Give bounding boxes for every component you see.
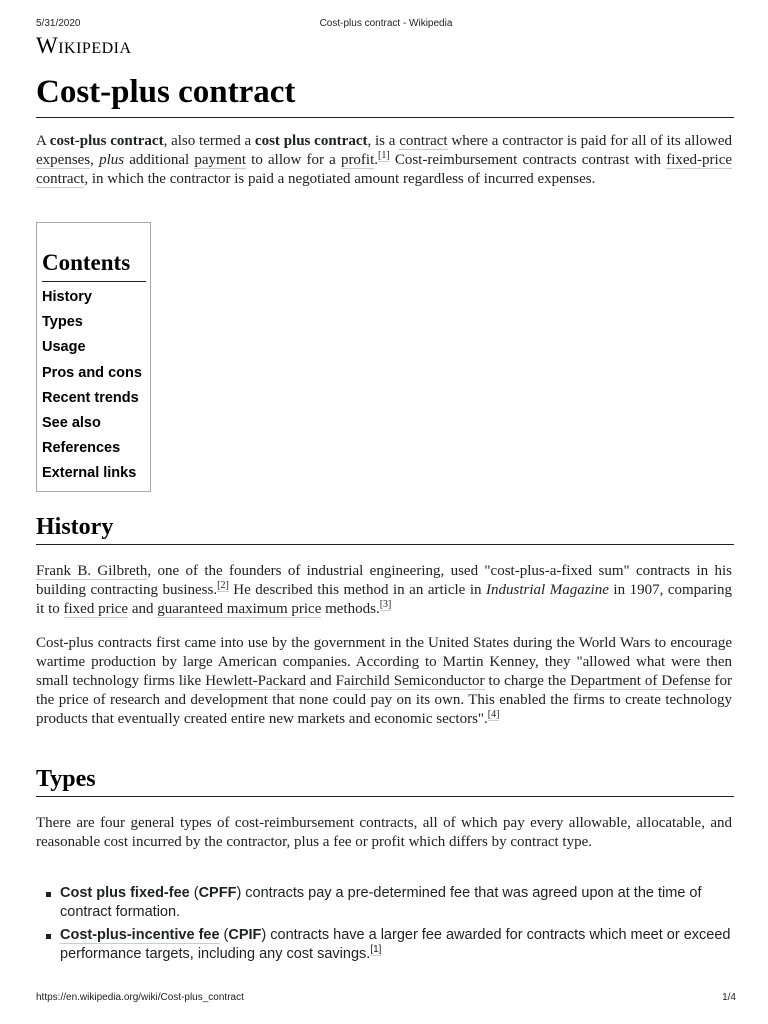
link-fixed-price[interactable]: fixed price [63, 601, 129, 617]
link-hewlett-packard[interactable]: Hewlett-Packard [205, 673, 306, 689]
wikipedia-wordmark[interactable]: Wikipedia [36, 33, 132, 58]
link-contract[interactable]: contract [399, 133, 448, 149]
history-paragraph-2: Cost-plus contracts first came into use by the government in the United States during the World Wars to encourage wartime production by large American companies. According to Martin Kenney, they "allowed what were then small technology firms like Hewlett-Packard and Fairchild Semiconductor to charge the Department of Defense for the price of research and development that none could pay on its own. This enabled the firms to create technology products that eventually created entire new markets and economic sectors".[4] [36, 635, 733, 727]
link-payment[interactable]: payment [194, 152, 247, 168]
print-page-number: 1/4 [722, 992, 736, 1003]
history-paragraph-1: Frank B. Gilbreth, one of the founders of industrial engineering, used "cost-plus-a-fixed sum" contracts in his building contracting business.[2] He described this method in an article in Industrial Magazine in 1907, comparing it to fixed price and guaranteed maximum price methods.[3] [36, 563, 733, 617]
print-url: https://en.wikipedia.org/wiki/Cost-plus_contract [36, 992, 244, 1003]
toc-item-types[interactable]: Types [42, 314, 83, 331]
page-title: Cost-plus contract [36, 70, 734, 118]
intro-paragraph: A cost-plus contract, also termed a cost plus contract, is a contract where a contractor is paid for all of its allowed expenses, plus additional payment to allow for a profit.[1] Cost-reimbursement contracts contrast with fixed-price contract, in which the contractor is paid a negotiated amount regardless of incurred expenses. [36, 133, 733, 187]
list-item: Cost plus fixed-fee (CPFF) contracts pay a pre-determined fee that was agreed upon at the time of contract formation. [36, 884, 732, 922]
citation-2[interactable]: [2] [217, 580, 229, 591]
citation-1[interactable]: [1] [378, 150, 390, 161]
types-paragraph: There are four general types of cost-reimbursement contracts, all of which pay every allowable, allocatable, and reasonable cost incurred by the contractor, plus a fee or profit which differs by contract type. [36, 815, 732, 850]
types-heading: Types [36, 764, 734, 797]
toc-item-history[interactable]: History [42, 289, 92, 305]
link-frank-gilbreth[interactable]: Frank B. Gilbreth [36, 563, 148, 579]
history-heading: History [36, 512, 734, 545]
print-title: Cost-plus contract - Wikipedia [319, 18, 453, 29]
print-date: 5/31/2020 [36, 18, 81, 29]
toc-item-see-also[interactable]: See also [42, 414, 101, 431]
link-department-of-defense[interactable]: Department of Defense [570, 673, 711, 689]
bullet-icon [46, 892, 51, 897]
print-footer [36, 992, 736, 1006]
bullet-icon [46, 934, 51, 939]
citation-3[interactable]: [3] [379, 599, 392, 610]
table-of-contents [36, 222, 151, 492]
print-header [36, 18, 736, 32]
toc-item-references[interactable]: References [42, 440, 121, 457]
link-profit[interactable]: profit [340, 152, 375, 168]
toc-item-recent-trends[interactable]: Recent trends [42, 389, 139, 406]
citation-1-repeat[interactable]: [1] [370, 944, 382, 956]
link-cost-plus-incentive-fee[interactable]: Cost-plus-incentive fee [60, 927, 220, 943]
link-fairchild-semiconductor[interactable]: Fairchild Semiconductor [335, 673, 485, 689]
link-guaranteed-maximum-price[interactable]: guaranteed maximum price [157, 601, 322, 617]
toc-title: Contents [42, 247, 146, 282]
toc-item-external-links[interactable]: External links [42, 465, 137, 482]
list-item: Cost-plus-incentive fee (CPIF) contracts have a larger fee awarded for contracts which meet or exceed performance targets, including any cost savings.[1] [36, 926, 732, 964]
link-fixed-price-contract[interactable]: fixed-price contract [36, 152, 733, 187]
citation-4[interactable]: [4] [487, 709, 500, 720]
link-expenses[interactable]: expenses [36, 152, 91, 168]
toc-item-usage[interactable]: Usage [42, 339, 86, 356]
types-list [36, 884, 732, 968]
toc-item-pros-and-cons[interactable]: Pros and cons [42, 364, 142, 381]
